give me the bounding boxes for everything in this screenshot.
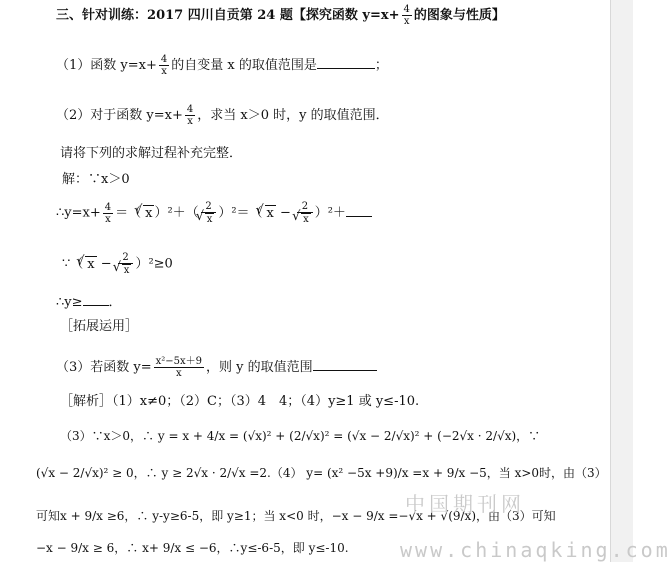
- solution-step-1: 解：∵x＞0: [62, 172, 130, 187]
- header-prefix: 三、: [56, 8, 83, 23]
- solution-step-2: ∴y=x+ $\frac{4}{x}$ ＝（√ x ）²＋（ 2 √ x ）²＝（√ x − 2 √ x ）²＋: [56, 201, 372, 225]
- q3-answer-blank: [313, 370, 377, 371]
- header-source: 2017 四川自贡第 24 题【探究函数 y=x+: [147, 8, 400, 23]
- question-2: （2）对于函数 y=x+ $\frac{4}{x}$ ，求当 x＞0 时，y 的取值范围．: [56, 104, 389, 127]
- question-1: （1）函数 y=x+ $\frac{4}{x}$ 的自变量 x 的取值范围是 ；: [56, 54, 388, 77]
- header-fraction: $\frac{4}{x}$: [403, 4, 410, 27]
- watermark-url: www.chinaqking.com: [400, 538, 671, 562]
- analysis-line: ［解析］（1）x≠0；（2）C；（3）4 4；（4）y≥1 或 y≤-10.: [60, 394, 420, 409]
- solution-detail-4: −x − 9/x ≥ 6，∴ x+ 9/x ≤ −6，∴y≤-6-5，即 y≤-10.: [36, 541, 349, 555]
- header-label: 针对训练：: [82, 8, 148, 23]
- step2-blank: [346, 216, 372, 217]
- section-header: [56, 4, 505, 27]
- vertical-scrollbar[interactable]: [610, 0, 633, 562]
- solution-step-4: ∴y≥ ．: [56, 295, 122, 310]
- watermark-cn: 中国期刊网: [405, 492, 525, 516]
- header-suffix: 的图象与性质】: [413, 8, 505, 23]
- solution-step-3: ∵（√ x − 2 √ x ）²≥0: [62, 252, 173, 276]
- solution-detail-1: （3）∵x＞0，∴ y = x + 4/x = (√x)² + (2/√x)² = (√x − 2/√x)² + (−2√x · 2/√x)，∵: [60, 429, 541, 443]
- extend-heading: ［拓展运用］: [60, 319, 139, 334]
- q1-answer-blank: [317, 68, 375, 69]
- solution-detail-2: (√x − 2/√x)² ≥ 0，∴ y ≥ 2√x · 2/√x =2.（4） y= (x² −5x +9)/x =x + 9/x −5，当 x>0时，由（3）: [36, 466, 607, 480]
- solution-detail-3: 可知x + 9/x ≥6，∴ y-y≥6-5，即 y≥1；当 x<0 时，−x − 9/x =−√x + √(9/x)，由（3）可知: [36, 509, 556, 523]
- question-3: （3）若函数 y= $\frac{\text{x²−5x＋9}}{x}$ ，则 y 的取值范围: [56, 356, 377, 379]
- prompt-text: 请将下列的求解过程补充完整．: [60, 146, 243, 161]
- step4-blank: [83, 305, 109, 306]
